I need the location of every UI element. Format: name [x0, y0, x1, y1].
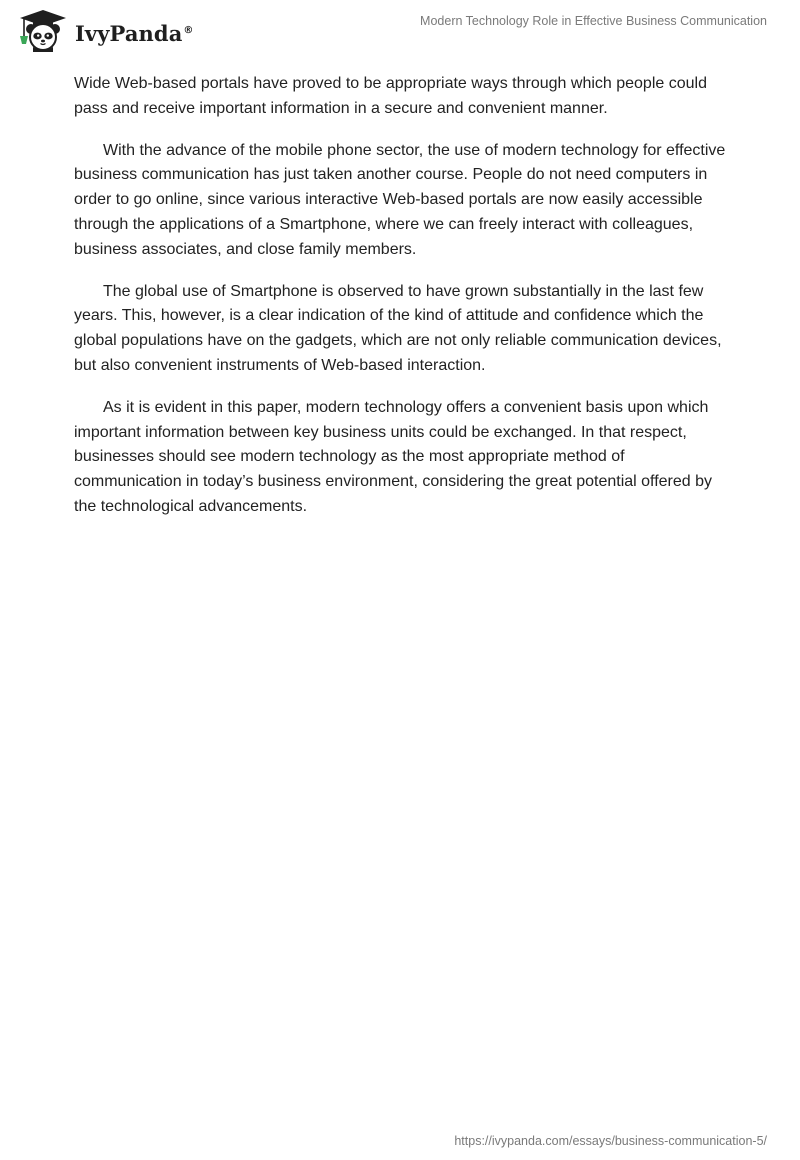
ivypanda-logo[interactable]: [14, 8, 194, 54]
page-header: [0, 0, 800, 70]
document-title: Modern Technology Role in Effective Business Communication: [420, 14, 767, 28]
essay-body: [74, 72, 734, 537]
brand-name: IvyPanda®: [75, 20, 194, 46]
paragraph-3: The global use of Smartphone is observed to have grown substantially in the last few years. This, however, is a clear indication of the kind of attitude and confidence which the global populations have on the gadgets, which are not only reliable communication devices, but also convenient instruments of Web-based interaction.: [74, 282, 722, 374]
source-url[interactable]: https://ivypanda.com/essays/business-communication-5/: [454, 1134, 767, 1148]
panda-graduate-logo-icon: [14, 8, 72, 54]
paragraph-2: With the advance of the mobile phone sector, the use of modern technology for effective business communication has just taken another course. People do not need computers in order to go online, since various interactive Web-based portals are now easily accessible through the applications of a Smartphone, where we can freely interact with colleagues, business associates, and close family members.: [74, 141, 726, 258]
registered-mark: ®: [183, 24, 194, 36]
paragraph-1: Wide Web-based portals have proved to be appropriate ways through which people could pass and receive important information in a secure and convenient manner.: [74, 75, 707, 117]
paragraph-4: As it is evident in this paper, modern technology offers a convenient basis upon which important information between key business units could be exchanged. In that respect, businesses should see modern technology as the most appropriate method of communication in today’s business environment, considering the great potential offered by the technological advancements.: [74, 398, 713, 515]
